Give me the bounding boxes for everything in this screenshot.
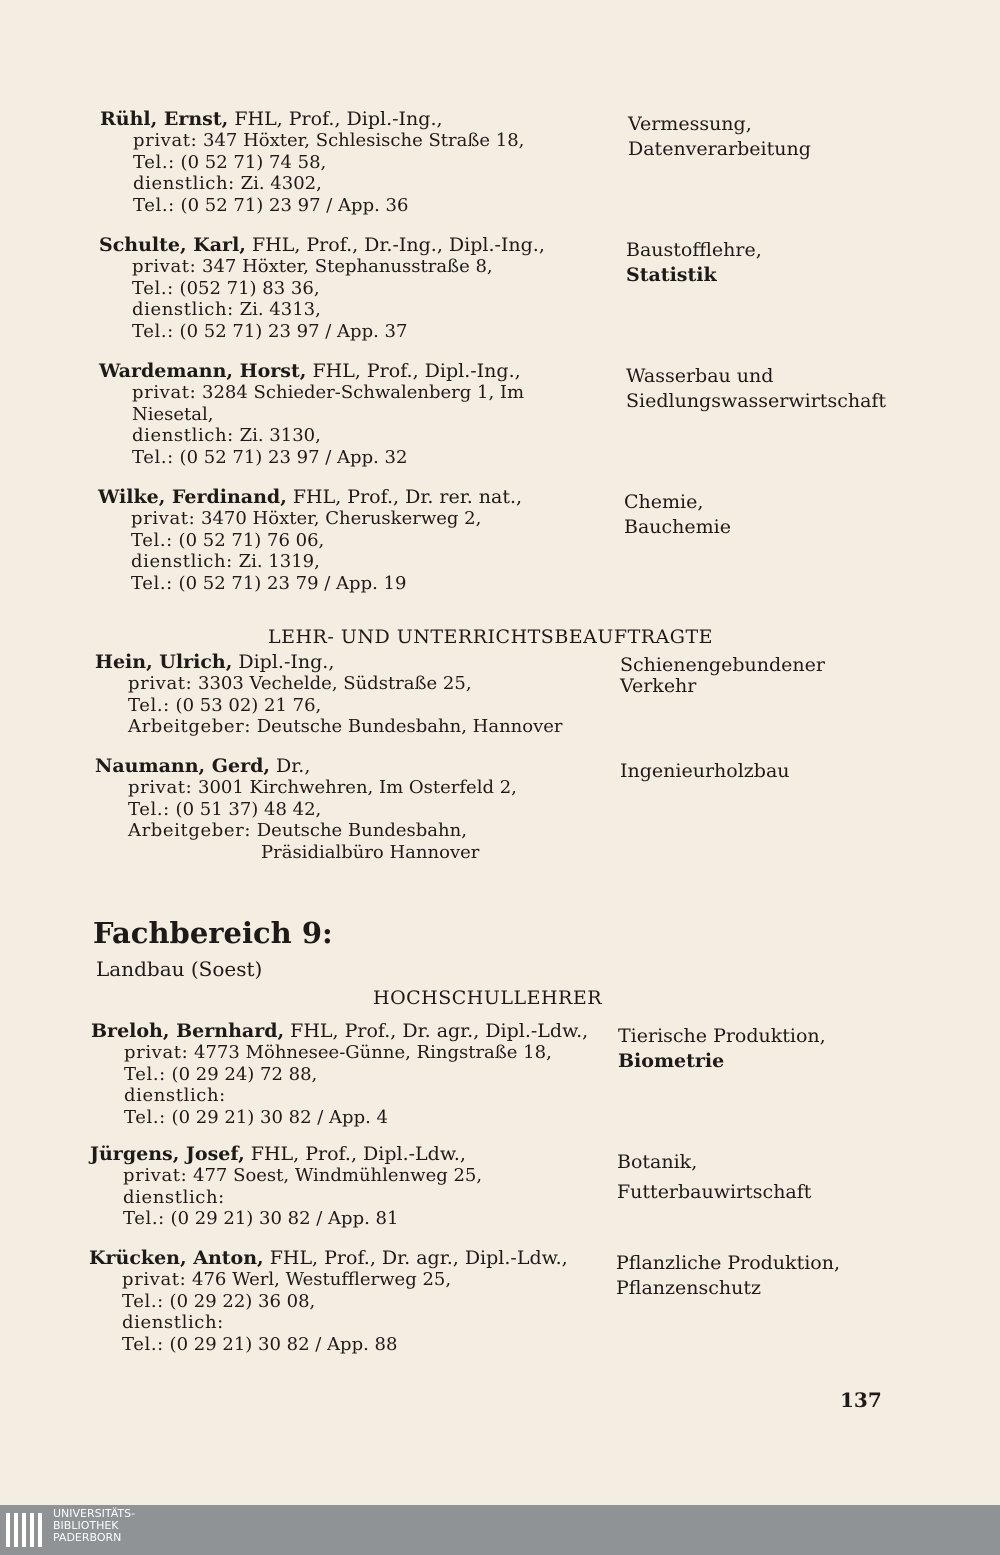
department-subtitle: Landbau (Soest) (96, 957, 263, 981)
person-titles: FHL, Prof., Dr. agr., Dipl.-Ldw., (269, 1247, 568, 1269)
detail-line: Niesetal, (132, 403, 214, 425)
detail-line: Tel.: (0 52 71) 23 79 / App. 19 (131, 572, 407, 594)
entry-details (100, 108, 600, 216)
section-heading: HOCHSCHULLEHRER (373, 987, 603, 1009)
detail-line: dienstlich: (124, 1085, 226, 1106)
subject-area: Ingenieurholzbau (620, 760, 790, 782)
library-footer-bar (0, 1505, 1000, 1555)
person-name: Wilke, Ferdinand, (98, 486, 287, 508)
entry-name-line (95, 755, 595, 777)
entry-name-line (91, 1020, 591, 1042)
subject-area: Schienengebundener Verkehr (620, 654, 825, 697)
subject-area: Vermessung, Datenverarbeitung (628, 113, 811, 160)
detail-line: privat: 3303 Vechelde, Südstraße 25, (128, 673, 472, 694)
entry-details (99, 234, 599, 342)
detail-line: Tel.: (0 51 37) 48 42, (128, 798, 322, 820)
person-titles: FHL, Prof., Dipl.-Ing., (234, 108, 443, 130)
detail-line: Tel.: (0 52 71) 23 97 / App. 32 (132, 446, 408, 468)
section-heading: LEHR- UND UNTERRICHTSBEAUFTRAGTE (268, 626, 713, 648)
detail-line: Arbeitgeber: Deutsche Bundesbahn, (128, 820, 467, 841)
person-name: Hein, Ulrich, (95, 651, 233, 673)
entry-details (95, 755, 595, 863)
entry-name-line (90, 1143, 590, 1165)
person-titles: FHL, Prof., Dipl.-Ing., (312, 360, 521, 382)
detail-line: Tel.: (0 52 71) 23 97 / App. 37 (132, 320, 408, 342)
detail-line: dienstlich: Zi. 3130, (132, 425, 321, 446)
detail-line: Tel.: (0 29 24) 72 88, (124, 1063, 318, 1085)
subject-area: Pflanzliche Produktion, Pflanzenschutz (616, 1252, 840, 1299)
person-name: Rühl, Ernst, (100, 108, 229, 130)
subject-area: Chemie, Bauchemie (624, 491, 731, 538)
detail-line: dienstlich: Zi. 4302, (133, 173, 322, 194)
person-name: Schulte, Karl, (99, 234, 246, 256)
entry-details (95, 651, 595, 738)
entry-name-line (99, 360, 599, 382)
page-number: 137 (840, 1388, 882, 1412)
detail-line: dienstlich: (122, 1312, 224, 1333)
detail-line: privat: 3284 Schieder-Schwalenberg 1, Im (132, 382, 525, 403)
detail-line: dienstlich: Zi. 4313, (132, 299, 321, 320)
detail-line: Arbeitgeber: Deutsche Bundesbahn, Hannover (128, 716, 563, 737)
entry-details (98, 486, 598, 594)
entry-details (89, 1247, 589, 1355)
entry-details (90, 1143, 590, 1230)
entry-name-line (95, 651, 595, 673)
detail-line: Tel.: (0 52 71) 23 97 / App. 36 (133, 194, 409, 216)
person-titles: FHL, Prof., Dr. agr., Dipl.-Ldw., (290, 1020, 589, 1042)
detail-line: Präsidialbüro Hannover (261, 841, 480, 863)
person-titles: Dr., (276, 755, 311, 777)
detail-line: Tel.: (0 29 21) 30 82 / App. 81 (123, 1208, 399, 1229)
subject-area: Wasserbau und Siedlungswasserwirtschaft (626, 365, 887, 412)
entry-details (91, 1020, 591, 1128)
person-titles: Dipl.-Ing., (238, 651, 335, 673)
detail-line: privat: 3470 Höxter, Cheruskerweg 2, (131, 508, 482, 529)
person-name: Wardemann, Horst, (99, 360, 307, 382)
department-title: Fachbereich 9: (93, 916, 333, 950)
detail-line: Tel.: (0 29 21) 30 82 / App. 88 (122, 1333, 398, 1355)
library-logo-icon (4, 1509, 46, 1551)
subject-area: Tierische Produktion, Biometrie (618, 1025, 826, 1072)
person-titles: FHL, Prof., Dr. rer. nat., (292, 486, 523, 508)
entry-name-line (89, 1247, 589, 1269)
detail-line: dienstlich: Zi. 1319, (131, 551, 320, 572)
person-name: Naumann, Gerd, (95, 755, 270, 777)
detail-line: privat: 4773 Möhnesee-Günne, Ringstraße 18, (124, 1042, 552, 1063)
detail-line: privat: 347 Höxter, Stephanusstraße 8, (132, 256, 493, 277)
detail-line: privat: 347 Höxter, Schlesische Straße 18, (133, 130, 525, 151)
detail-line: dienstlich: (123, 1186, 225, 1208)
library-name: UNIVERSITÄTS- BIBLIOTHEK PADERBORN (53, 1507, 136, 1544)
person-name: Breloh, Bernhard, (91, 1020, 285, 1042)
detail-line: Tel.: (0 29 21) 30 82 / App. 4 (124, 1106, 388, 1128)
detail-line: Tel.: (0 29 22) 36 08, (122, 1290, 316, 1312)
person-titles: FHL, Prof., Dr.-Ing., Dipl.-Ing., (251, 234, 545, 256)
detail-line: privat: 3001 Kirchwehren, Im Osterfeld 2, (128, 777, 517, 798)
person-titles: FHL, Prof., Dipl.-Ldw., (250, 1143, 466, 1165)
entry-details (99, 360, 599, 468)
detail-line: Tel.: (0 52 71) 74 58, (133, 151, 327, 173)
person-name: Jürgens, Josef, (90, 1143, 245, 1165)
detail-line: privat: 476 Werl, Westufflerweg 25, (122, 1269, 452, 1290)
subject-area: Botanik, Futterbauwirtschaft (617, 1151, 812, 1203)
detail-line: privat: 477 Soest, Windmühlenweg 25, (123, 1165, 483, 1186)
detail-line: Tel.: (052 71) 83 36, (132, 277, 320, 299)
entry-name-line (99, 234, 599, 256)
detail-line: Tel.: (0 53 02) 21 76, (128, 694, 322, 716)
entry-name-line (98, 486, 598, 508)
entry-name-line (100, 108, 600, 130)
detail-line: Tel.: (0 52 71) 76 06, (131, 529, 325, 551)
subject-area: Baustofflehre, Statistik (626, 239, 762, 286)
person-name: Krücken, Anton, (89, 1247, 264, 1269)
